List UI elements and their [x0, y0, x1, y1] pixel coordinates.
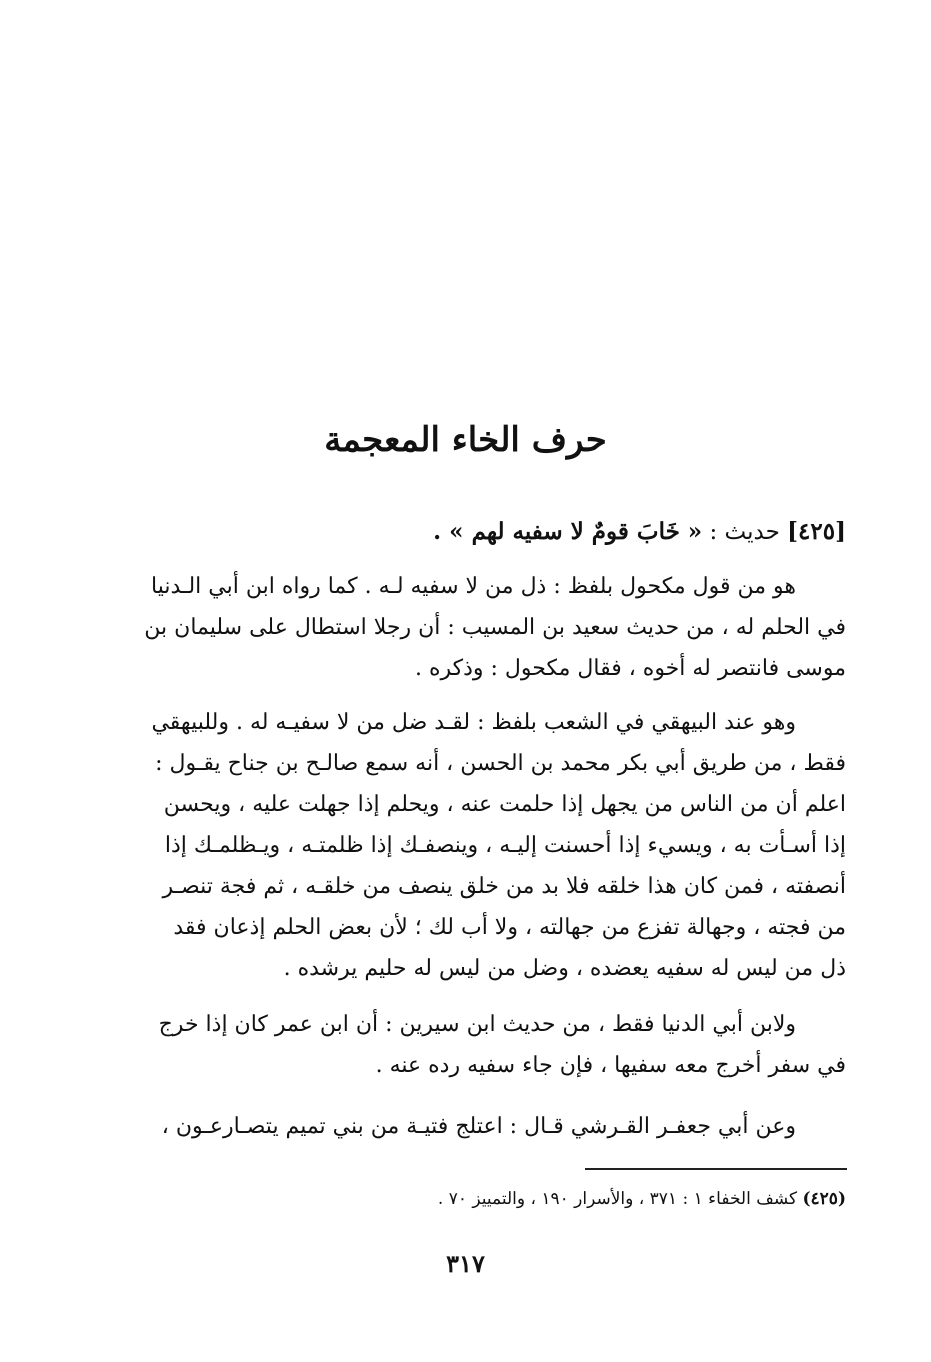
paragraph-1: [126, 566, 846, 689]
paragraph-line: هو من قول مكحول بلفظ : ذل من لا سفيه لـه . كما رواه ابن أبي الـدنيا: [151, 574, 796, 599]
footnote-number: (٤٢٥): [802, 1189, 846, 1209]
paragraph-line: موسى فانتصر له أخوه ، فقال مكحول : وذكره .: [414, 656, 846, 681]
paragraph-line: أنصفته ، فمن كان هذا خلقه فلا بد من خلق ينصف من خلقـه ، ثم فجة تنصـر: [162, 874, 846, 899]
paragraph-line: وعن أبي جعفـر القـرشي قـال : اعتلج فتيـة من بني تميم يتصـارعـون ،: [161, 1114, 796, 1139]
paragraph-line: فقط ، من طريق أبي بكر محمد بن الحسن ، أنه سمع صالـح بن جناح يقـول :: [155, 751, 846, 776]
hadith-number: [٤٢٥]: [787, 518, 846, 545]
hadith-heading: [126, 512, 846, 552]
paragraph-2: [126, 702, 846, 989]
page-number: ٣١٧: [446, 1249, 485, 1278]
paragraph-line: ذل من ليس له سفيه يعضده ، وضل من ليس له حليم يرشده .: [283, 956, 846, 981]
footnote-text: كشف الخفاء ١ : ٣٧١ ، والأسرار ١٩٠ ، والتمييز ٧٠ .: [437, 1189, 798, 1209]
paragraph-line: إذا أسـأت به ، ويسيء إذا أحسنت إليـه ، وينصفـك إذا ظلمتـه ، ويـظلمـك إذا: [164, 833, 846, 858]
paragraph-line: في الحلم له ، من حديث سعيد بن المسيب : أن رجلا استطال على سليمان بن: [144, 615, 846, 640]
paragraph-3: [126, 1004, 846, 1086]
paragraph-line: اعلم أن من الناس من يجهل إذا حلمت عنه ، ويحلم إذا جهلت عليه ، ويحسن: [163, 792, 846, 817]
hadith-text: « خَابَ قومٌ لا سفيه لهم » .: [433, 518, 703, 545]
hadith-label: حديث :: [709, 519, 780, 545]
paragraph-4: [126, 1106, 846, 1147]
paragraph-line: من فجته ، وجهالة تفزع من جهالته ، ولا أب لك ؛ لأن بعض الحلم إذعان فقد: [173, 915, 846, 940]
paragraph-line: في سفر أخرج معه سفيها ، فإن جاء سفيه رده عنه .: [375, 1053, 846, 1078]
paragraph-line: ولابن أبي الدنيا فقط ، من حديث ابن سيرين : أن ابن عمر كان إذا خرج: [158, 1012, 796, 1037]
footnote: [126, 1184, 846, 1214]
paragraph-line: وهو عند البيهقي في الشعب بلفظ : لقـد ضل من لا سفيـه له . وللبيهقي: [151, 710, 796, 735]
footnote-divider: [585, 1168, 847, 1170]
chapter-title: حرف الخاء المعجمة: [324, 420, 607, 460]
